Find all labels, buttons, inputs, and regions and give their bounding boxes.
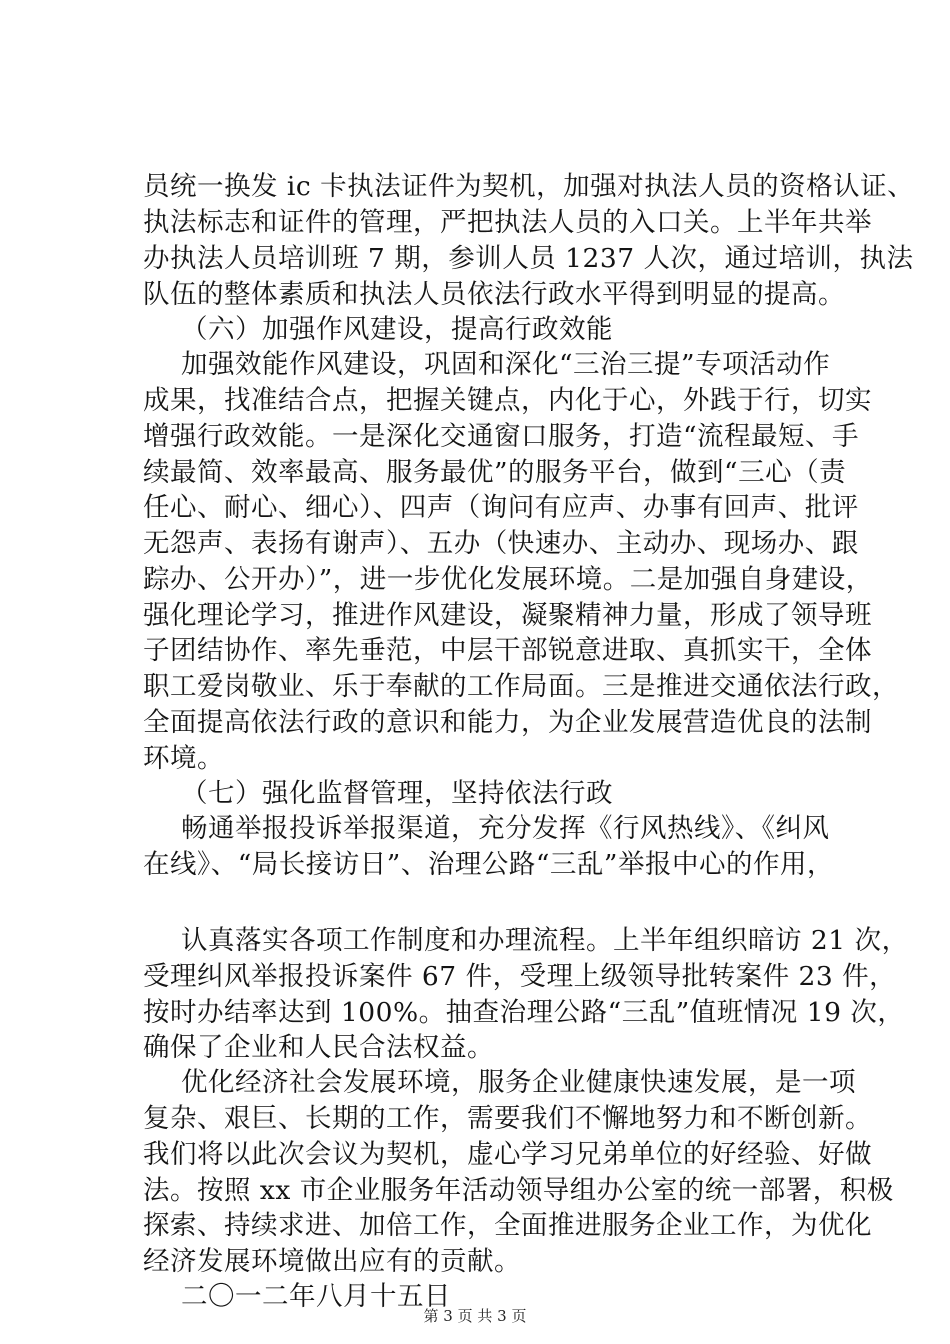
- text-line: 执法标志和证件的管理，严把执法人员的入口关。上半年共举: [143, 207, 872, 238]
- text-line: 我们将以此次会议为契机，虚心学习兄弟单位的好经验、好做: [143, 1139, 872, 1170]
- text-line: 全面提高依法行政的意识和能力，为企业发展营造优良的法制: [143, 707, 872, 738]
- text-line: 成果，找准结合点，把握关键点，内化于心，外践于行，切实: [143, 385, 872, 416]
- document-date: 二〇一二年八月十五日: [181, 1281, 451, 1312]
- text-line: 办执法人员培训班 7 期，参训人员 1237 人次，通过培训，执法: [143, 243, 914, 274]
- page-footer: 第 3 页 共 3 页: [423, 1307, 527, 1325]
- text-line: 优化经济社会发展环境，服务企业健康快速发展，是一项: [181, 1067, 856, 1098]
- text-line: 经济发展环境做出应有的贡献。: [143, 1246, 521, 1277]
- text-line: 畅通举报投诉举报渠道，充分发挥《行风热线》、《纠风: [181, 813, 830, 844]
- text-line: 在线》、“局长接访日”、治理公路“三乱”举报中心的作用，: [143, 849, 834, 880]
- text-line: 强化理论学习，推进作风建设，凝聚精神力量，形成了领导班: [143, 600, 872, 631]
- text-line: 环境。: [143, 743, 224, 774]
- text-line: 探索、持续求进、加倍工作，全面推进服务企业工作，为优化: [143, 1210, 872, 1241]
- text-line: 按时办结率达到 100%。抽查治理公路“三乱”值班情况 19 次，: [143, 997, 905, 1028]
- section-heading-7: （七）强化监督管理，坚持依法行政: [181, 778, 613, 809]
- text-line: 增强行政效能。一是深化交通窗口服务，打造“流程最短、手: [143, 421, 860, 452]
- text-line: 踪办、公开办）”，进一步优化发展环境。二是加强自身建设，: [143, 564, 873, 595]
- text-line: 队伍的整体素质和执法人员依法行政水平得到明显的提高。: [143, 279, 845, 310]
- text-line: 员统一换发 ic 卡执法证件为契机，加强对执法人员的资格认证、: [143, 171, 915, 202]
- text-line: 无怨声、表扬有谢声）、五办（快速办、主动办、现场办、跟: [143, 528, 859, 559]
- text-line: 加强效能作风建设，巩固和深化“三治三提”专项活动作: [181, 349, 831, 380]
- text-line: 受理纠风举报投诉案件 67 件，受理上级领导批转案件 23 件，: [143, 961, 897, 992]
- text-line: 任心、耐心、细心）、四声（询问有应声、办事有回声、批评: [143, 492, 859, 523]
- text-line: 子团结协作、率先垂范，中层干部锐意进取、真抓实干，全体: [143, 635, 872, 666]
- section-heading-6: （六）加强作风建设，提高行政效能: [181, 314, 613, 345]
- text-line: 认真落实各项工作制度和办理流程。上半年组织暗访 21 次，: [181, 925, 909, 956]
- text-line: 续最简、效率最高、服务最优”的服务平台，做到“三心（责: [143, 457, 847, 488]
- text-line: 法。按照 xx 市企业服务年活动领导组办公室的统一部署，积极: [143, 1175, 894, 1206]
- text-line: 复杂、艰巨、长期的工作，需要我们不懈地努力和不断创新。: [143, 1103, 872, 1134]
- text-line: 确保了企业和人民合法权益。: [143, 1032, 494, 1063]
- text-line: 职工爱岗敬业、乐于奉献的工作局面。三是推进交通依法行政，: [143, 671, 899, 702]
